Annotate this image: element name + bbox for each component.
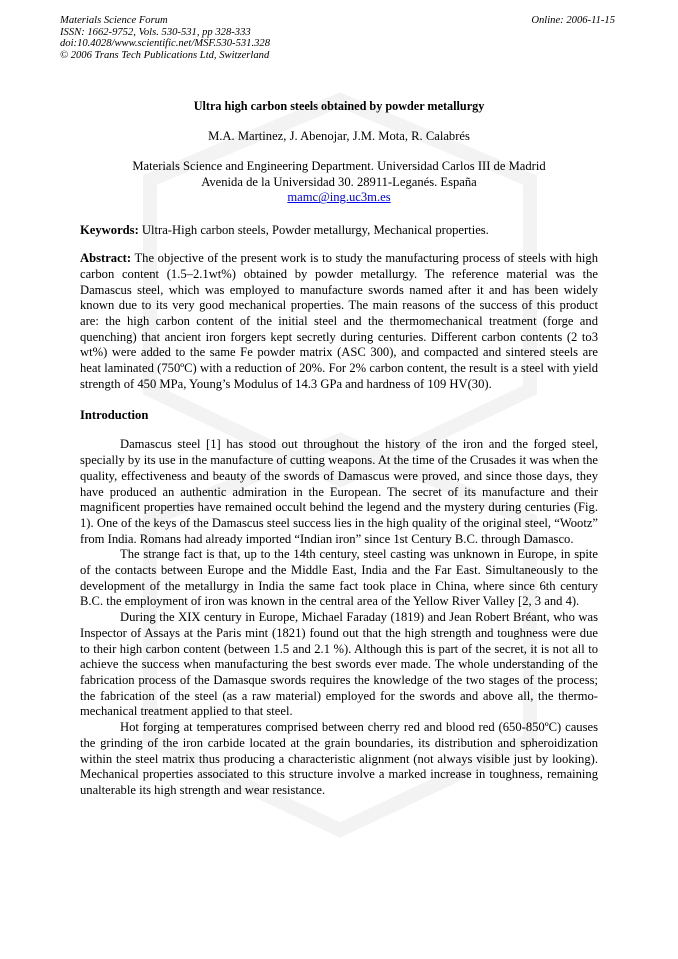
intro-paragraph: The strange fact is that, up to the 14th century, steel casting was unknown in Europe, in spite of the contacts between Europe and the Middle East, India and the Far East. Simultaneously to the development of the metallurgy in India the same fact took place in China, where since 6th century B.C. the employment of iron was known in the central area of the Yellow River Valley [2, 3 and 4).	[80, 547, 598, 609]
issn-line: ISSN: 1662-9752, Vols. 530-531, pp 328-333	[60, 26, 251, 38]
paper-body	[80, 96, 598, 799]
keywords	[80, 223, 598, 238]
abstract	[80, 251, 598, 392]
affiliation	[80, 159, 598, 206]
journal-header	[60, 15, 270, 61]
doi-line: doi:10.4028/www.scientific.net/MSF.530-531.328	[60, 38, 270, 50]
copyright-line: © 2006 Trans Tech Publications Ltd, Switzerland	[60, 49, 270, 61]
paper-title: Ultra high carbon steels obtained by powder metallurgy	[193, 99, 485, 113]
abstract-label: Abstract:	[80, 251, 132, 266]
intro-paragraph: Damascus steel [1] has stood out throughout the history of the iron and the forged steel, specially by its use in the manufacture of cutting weapons. At the time of the Crusades it was when the quality, effectiveness and beauty of the swords of Damascus were proved, and since those days, they have produced an authentic admiration in the European. The secret of its manufacture and their magnificent properties have remained occult behind the legend and the mystery during centuries (Fig. 1). One of the keys of the Damascus steel success lies in the high quality of the original steel, “Wootz” from India. Romans had already imported “Indian iron” since 1st Century B.C. through Damasco.	[80, 437, 598, 546]
intro-paragraph: Hot forging at temperatures comprised between cherry red and blood red (650-850ºC) causes the grinding of the iron carbide located at the grain boundaries, its distribution and spheroidization within the steel matrix thus producing a characteristic alignment (not always visible just by looking). Mechanical properties associated to this structure involve a marked increase in toughness, remaining unalterable its high strength and wear resistance.	[80, 720, 598, 797]
email-link[interactable]: mamc@ing.uc3m.es	[287, 190, 391, 205]
keywords-text: Ultra-High carbon steels, Powder metallurgy, Mechanical properties.	[138, 223, 489, 238]
journal-name: Materials Science Forum	[60, 15, 168, 26]
abstract-text: The objective of the present work is to study the manufacturing process of steels with high carbon content (1.5–2.1wt%) obtained by powder metallurgy. The reference material was the Damascus steel, which was employed to manufacture swords named after it and has been widely known due to its very good mechanical properties. The main reasons of the success of this product are: the high carbon content of the initial steel and the thermomechanical treatment (forge and quenching) that ancient iron forgers kept secretly during centuries. Different carbon contents (2 to3 wt%) were added to the same Fe powder matrix (ASC 300), and compacted and sintered steels are heat laminated (750ºC) with a reduction of 20%. For 2% carbon content, the result is a steel with yield strength of 450 MPa, Young’s Modulus of 14.3 GPa and hardness of 109 HV(30).	[80, 251, 598, 391]
intro-paragraph: During the XIX century in Europe, Michael Faraday (1819) and Jean Robert Bréant, who was Inspector of Assays at the Paris mint (1821) found out that the high strength and toughness were due to their high carbon content (between 1.5 and 2.1 %). Although this is part of the secret, it is not all to achieve the success when manufacturing the best swords ever made. The whole understanding of the fabrication process of the Damasque swords requires the knowledge of the two stages of the process; the fabrication of the steel (as a raw material) employed for the swords and above all, the thermo-mechanical treatment applied to that steel.	[80, 610, 598, 719]
affiliation-line-1: Materials Science and Engineering Department. Universidad Carlos III de Madrid	[132, 159, 546, 173]
introduction-body	[80, 437, 598, 798]
keywords-label: Keywords:	[80, 223, 139, 238]
section-heading-introduction: Introduction	[80, 408, 149, 423]
author-list: M.A. Martinez, J. Abenojar, J.M. Mota, R. Calabrés	[208, 129, 470, 143]
affiliation-line-2: Avenida de la Universidad 30. 28911-Leganés. España	[201, 174, 477, 189]
online-date: Online: 2006-11-15	[531, 15, 615, 26]
